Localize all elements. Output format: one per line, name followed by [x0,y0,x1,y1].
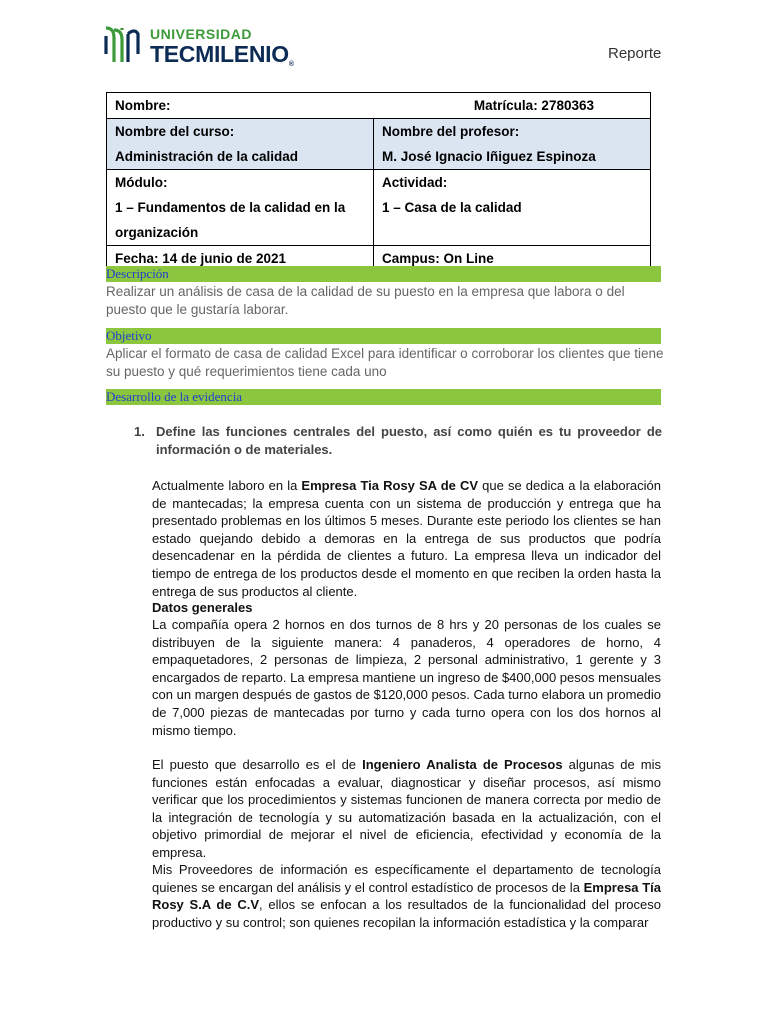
logo-text-tecmilenio: TECMILENIO® [150,41,294,68]
descripcion-text: Realizar un análisis de casa de la calidad de su puesto en la empresa que labora o del puesto que le gustaría laborar. [106,284,625,317]
paragraph-empresa: Actualmente laboro en la Empresa Tia Rosy SA de CV que se dedica a la elaboración de mantecadas; la empresa cuenta con un sistema de producción y entrega que ha presentado problemas en los últimos 5 meses. Durante este periodo los clientes se han estado quejando debido a demoras en la entrega de sus productos que podría desencadenar en la pérdida de clientes a futuro. La empresa lleva un indicador del tiempo de entrega de los productos desde el momento en que reciben la orden hasta la entrega de sus productos al cliente. [152,478,661,599]
table-row [107,119,651,170]
desarrollo-heading: Desarrollo de la evidencia [106,389,661,405]
modulo-cell [107,170,374,246]
matricula-value: Matrícula: 2780363 [473,98,594,113]
student-info-table [106,92,651,272]
paragraph-puesto: El puesto que desarrollo es el de Ingeniero Analista de Procesos algunas de mis funciones están enfocadas a evaluar, diagnosticar y diseñar procesos, así mismo verificar que los procedimientos y sistemas funcionen de manera correcta por medio de la integración de tecnología y su automatización basada en la actualización, con el objetivo primordial de mejorar el nivel de eficiencia, efectividad y economía de la empresa. [152,757,661,860]
campus-cell: Campus: On Line [374,246,651,272]
datos-generales-title: Datos generales [152,600,253,615]
table-row [107,93,651,119]
profesor-cell [374,119,651,170]
curso-cell [107,119,374,170]
nombre-cell [107,93,651,119]
curso-value: Administración de la calidad [115,149,299,164]
registered-mark: ® [288,61,294,68]
actividad-cell [374,170,651,246]
profesor-label: Nombre del profesor: [382,124,520,139]
curso-label: Nombre del curso: [115,124,235,139]
paragraph-datos: La compañía opera 2 hornos en dos turnos de 8 hrs y 20 personas de los cuales se distribuyen de la siguiente manera: 4 panaderos, 4 operadores de horno, 4 empaquetadores, 2 personas de limpieza, 2 personal administrativo, 1 gerente y 3 encargados de reparto. La empresa mantiene un ingreso de $400,000 pesos mensuales con un margen después de gastos de $120,000 pesos. Cada turno elabora un promedio de 7,000 piezas de mantecadas por turno y cada turno opera con los dos hornos al mismo tiempo. [152,617,661,738]
profesor-value: M. José Ignacio Iñiguez Espinoza [382,149,596,164]
question-number: 1. [134,424,145,439]
nombre-label: Nombre: [115,98,171,113]
logo-text-universidad: UNIVERSIDAD [150,26,252,42]
empresa-name-2: Empresa Tía Rosy S.A de C.V [152,879,661,913]
actividad-label: Actividad: [382,175,448,190]
fecha-cell: Fecha: 14 de junio de 2021 [107,246,374,272]
objetivo-text: Aplicar el formato de casa de calidad Excel para identificar o corroborar los clientes que tiene su puesto y qué requerimientos tiene cada uno [106,346,664,379]
puesto-name: Ingeniero Analista de Procesos [362,757,563,772]
report-label: Reporte [608,45,662,62]
paragraph-proveedores: Mis Proveedores de información es específicamente el departamento de tecnología quienes se encargan del análisis y el control estadístico de procesos de la Empresa Tía Rosy S.A de C.V, ellos se enfocan a los resultados de la funcionalidad del proceso productivo y su control; son quienes recopilan la información estadística y la comparar [152,862,661,930]
descripcion-heading: Descripción [106,266,661,282]
empresa-name: Empresa Tia Rosy SA de CV [301,478,479,493]
tecmilenio-logo-icon [104,24,146,66]
modulo-value: 1 – Fundamentos de la calidad en la organización [115,200,346,240]
modulo-label: Módulo: [115,175,168,190]
table-row [107,170,651,246]
question-text: Define las funciones centrales del puesto, así como quién es tu proveedor de información o de materiales. [156,424,662,457]
university-logo [104,24,294,70]
actividad-value: 1 – Casa de la calidad [382,200,522,215]
objetivo-heading: Objetivo [106,328,661,344]
